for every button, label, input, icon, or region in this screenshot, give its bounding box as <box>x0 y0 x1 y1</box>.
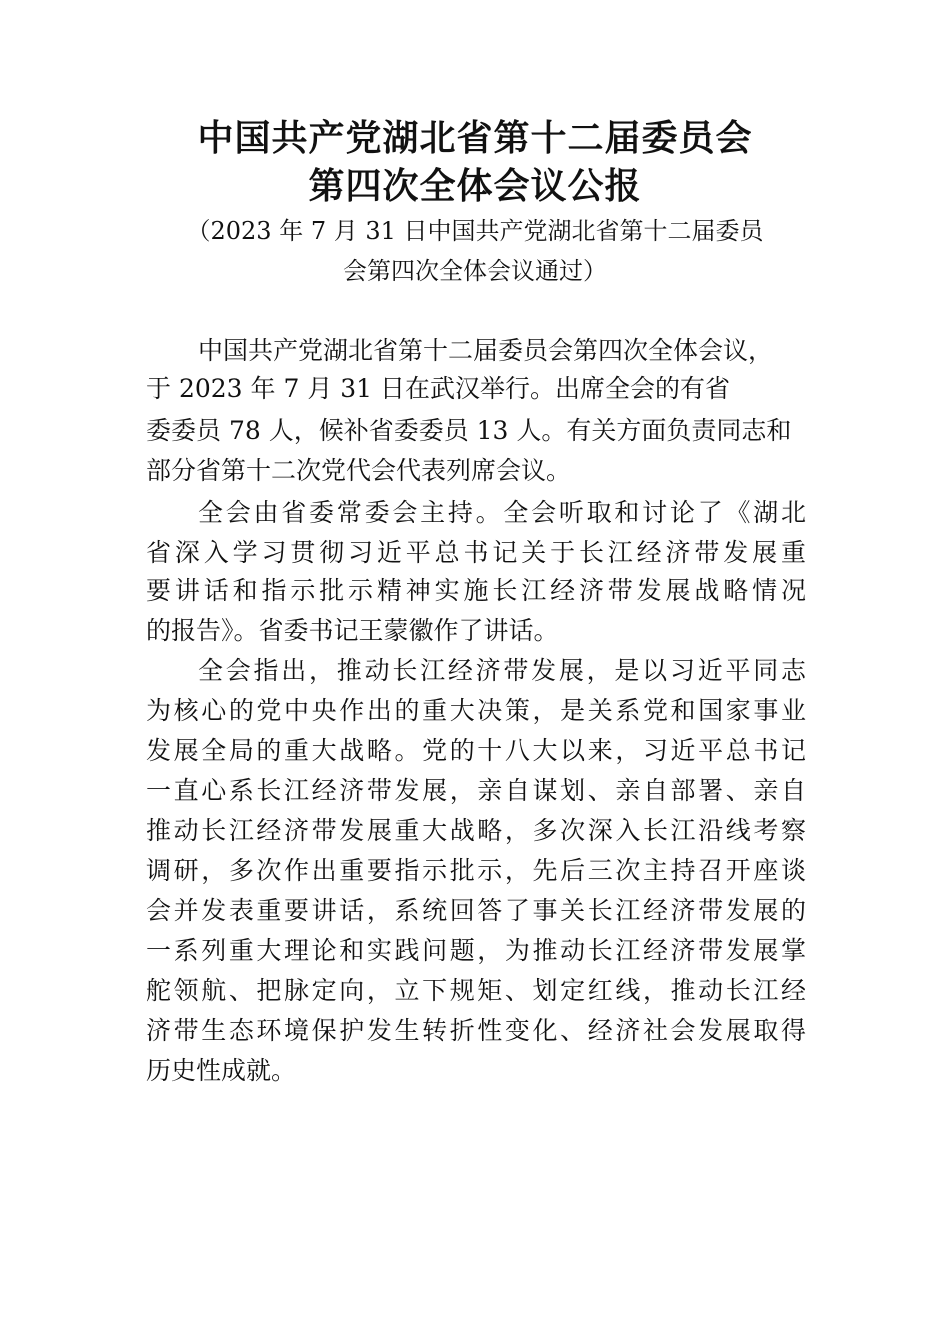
body-line: 省深入学习贯彻习近平总书记关于长江经济带发展重 <box>146 538 806 567</box>
body-line: 济带生态环境保护发生转折性变化、经济社会发展取得 <box>146 1016 806 1045</box>
body-line: 推动长江经济带发展重大战略，多次深入长江沿线考察 <box>146 816 806 845</box>
body-line: 发展全局的重大战略。党的十八大以来，习近平总书记 <box>146 736 806 765</box>
subtitle-line-1: （2023 年 7 月 31 日中国共产党湖北省第十二届委员 <box>186 217 764 245</box>
body-line: 调研，多次作出重要指示批示，先后三次主持召开座谈 <box>146 856 806 885</box>
body-line: 全会由省委常委会主持。全会听取和讨论了《湖北 <box>198 498 806 527</box>
body-line: 中国共产党湖北省第十二届委员会第四次全体会议， <box>198 336 774 365</box>
subtitle-line-2: 会第四次全体会议通过） <box>343 257 607 285</box>
body-line: 于 2023 年 7 月 31 日在武汉举行。出席全会的有省 <box>146 374 731 403</box>
body-line: 会并发表重要讲话，系统回答了事关长江经济带发展的 <box>146 896 806 925</box>
body-line: 舵领航、把脉定向，立下规矩、划定红线，推动长江经 <box>146 976 806 1005</box>
body-line: 委委员 78 人，候补省委委员 13 人。有关方面负责同志和 <box>146 416 792 445</box>
title-line-1: 中国共产党湖北省第十二届委员会 <box>197 118 753 159</box>
body-line: 为核心的党中央作出的重大决策，是关系党和国家事业 <box>146 696 806 725</box>
body-line: 的报告》。省委书记王蒙徽作了讲话。 <box>146 616 559 645</box>
body-line: 历史性成就。 <box>146 1056 297 1085</box>
body-line: 部分省第十二次党代会代表列席会议。 <box>146 456 572 485</box>
body-line: 全会指出，推动长江经济带发展，是以习近平同志 <box>198 656 806 685</box>
body-line: 要讲话和指示批示精神实施长江经济带发展战略情况 <box>146 576 806 605</box>
title-line-2: 第四次全体会议公报 <box>308 166 642 207</box>
body-line: 一直心系长江经济带发展，亲自谋划、亲自部署、亲自 <box>146 776 806 805</box>
body-line: 一系列重大理论和实践问题，为推动长江经济带发展掌 <box>146 936 806 965</box>
